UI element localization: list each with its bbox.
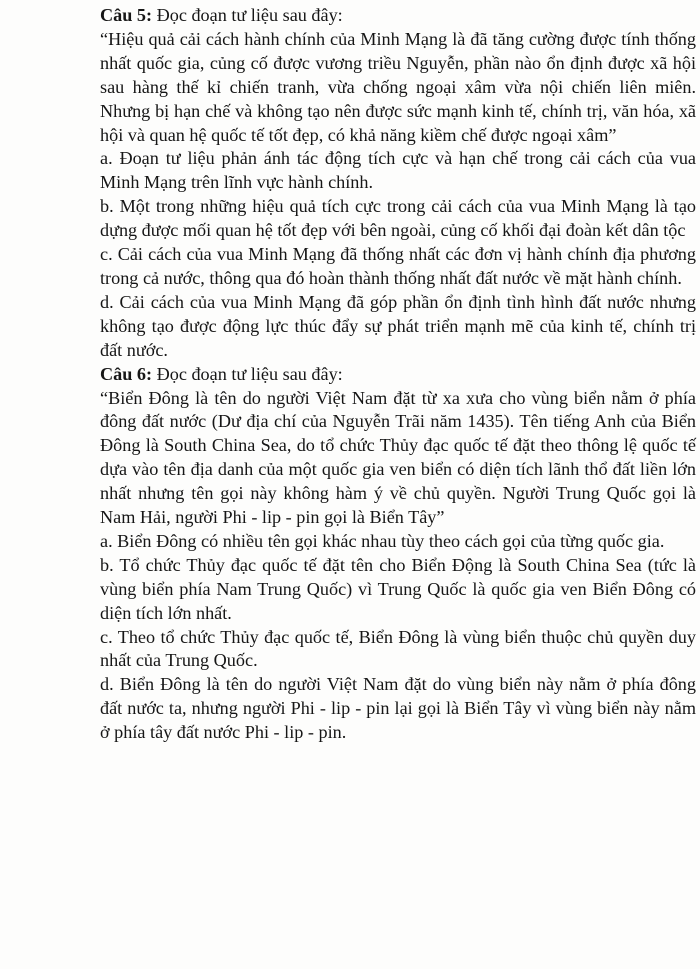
question-6-option-d: d. Biển Đông là tên do người Việt Nam đặt do vùng biển này nằm ở phía đông đất nước ta, nhưng người Phi - lip - pin lại gọi là Biển Tây vì vùng biển này nằm ở phía tây đất nước Phi - lip - pin. xyxy=(100,674,696,743)
question-6-option-b: b. Tổ chức Thủy đạc quốc tế đặt tên cho Biển Động là South China Sea (tức là vùng biển phía Nam Trung Quốc) vì Trung Quốc là quốc gia ven Biển Đông có diện tích lớn nhất. xyxy=(100,554,696,623)
question-5-option-a: a. Đoạn tư liệu phản ánh tác động tích cực và hạn chế trong cải cách của vua Minh Mạng trên lĩnh vực hành chính. xyxy=(100,148,696,193)
question-5-quote: “Hiệu quả cải cách hành chính của Minh Mạng là đã tăng cường được tính thống nhất quốc gia, củng cố được vương triều Nguyễn, phần nào ổn định được xã hội sau hàng thế kỉ chiến tranh, vừa chống ngoại xâm vừa nội chiến liên miên. Nhưng bị hạn chế và không tạo nên được sức mạnh kinh tế, chính trị, văn hóa, xã hội và quan hệ quốc tế tốt đẹp, có khả năng kiềm chế được ngoại xâm” xyxy=(100,28,696,145)
question-5-option-b: b. Một trong những hiệu quả tích cực trong cải cách của vua Minh Mạng là tạo dựng được mối quan hệ tốt đẹp với bên ngoài, củng cố khối đại đoàn kết dân tộc xyxy=(100,196,696,241)
question-6-option-c: c. Theo tổ chức Thủy đạc quốc tế, Biển Đông là vùng biển thuộc chủ quyền duy nhất của Trung Quốc. xyxy=(100,626,696,671)
question-6-instruction: Đọc đoạn tư liệu sau đây: xyxy=(156,363,343,384)
question-6-option-a: a. Biển Đông có nhiều tên gọi khác nhau tùy theo cách gọi của từng quốc gia. xyxy=(100,530,665,551)
question-6-quote: “Biển Đông là tên do người Việt Nam đặt từ xa xưa cho vùng biển nằm ở phía đông đất nước (Dư địa chí của Nguyễn Trãi năm 1435). Tên tiếng Anh của Biển Đông là South China Sea, do tổ chức Thủy đạc quốc tế đặt theo thông lệ quốc tế dựa vào tên địa danh của một quốc gia ven biển có diện tích lãnh thổ đất liền lớn nhất nhưng tên gọi này không hàm ý về chủ quyền. Người Trung Quốc gọi là Nam Hải, người Phi - lip - pin gọi là Biển Tây” xyxy=(100,387,696,528)
question-5-label: Câu 5: xyxy=(100,5,153,25)
question-6-heading xyxy=(100,363,696,387)
question-5-option-c: c. Cải cách của vua Minh Mạng đã thống nhất các đơn vị hành chính địa phương trong cả nước, thông qua đó hoàn thành thống nhất đất nước về mặt hành chính. xyxy=(100,244,696,288)
question-6-label: Câu 6: xyxy=(100,363,153,384)
question-5-instruction: Đọc đoạn tư liệu sau đây: xyxy=(156,5,343,25)
document-content xyxy=(100,4,696,745)
question-5-heading xyxy=(100,4,696,28)
question-5-option-d: d. Cải cách của vua Minh Mạng đã góp phần ổn định tình hình đất nước nhưng không tạo được động lực thúc đẩy sự phát triển mạnh mẽ của kinh tế, chính trị đất nước. xyxy=(100,291,696,360)
